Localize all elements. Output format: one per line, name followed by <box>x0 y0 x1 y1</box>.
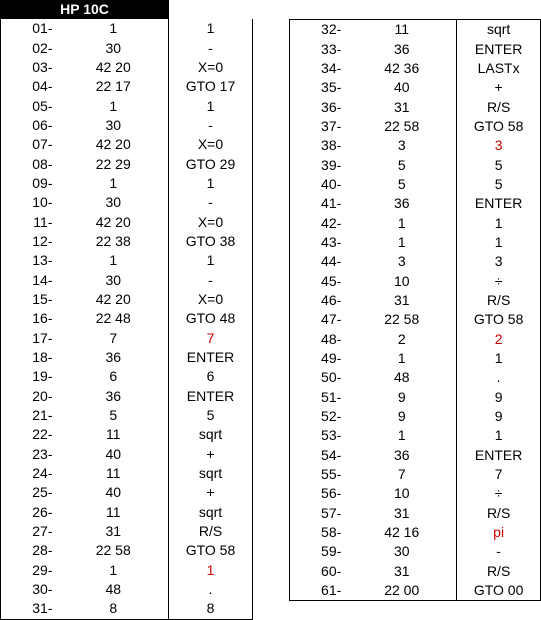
key-code: 7 <box>109 329 118 346</box>
key-name: ÷ <box>457 271 541 290</box>
key-name: R/S <box>457 562 541 581</box>
key-code: 42 20 <box>95 136 131 153</box>
key-name: LASTx <box>457 59 541 78</box>
table-row <box>290 194 541 213</box>
step-number: 25- <box>32 484 53 501</box>
step-number: 44- <box>321 253 342 270</box>
table-row <box>1 309 253 328</box>
key-name: 1 <box>169 251 253 270</box>
key-name: 8 <box>169 599 253 619</box>
key-name: GTO 58 <box>457 310 541 329</box>
key-code: 30 <box>105 116 122 133</box>
step-number: 19- <box>32 368 53 385</box>
step-number: 40- <box>321 175 342 192</box>
table-row <box>290 523 541 542</box>
step-number: 41- <box>321 195 342 212</box>
step-number: 31- <box>32 600 53 617</box>
key-code: 36 <box>393 195 410 212</box>
key-name: X=0 <box>169 135 253 154</box>
step-number: 07- <box>32 136 53 153</box>
key-name: 9 <box>457 407 541 426</box>
table-row <box>290 291 541 310</box>
step-number: 10- <box>32 194 53 211</box>
step-number: 57- <box>321 504 342 521</box>
table-row <box>290 562 541 581</box>
step-number: 09- <box>32 174 53 191</box>
table-row <box>290 59 541 78</box>
step-number: 52- <box>321 408 342 425</box>
step-number: 43- <box>321 233 342 250</box>
table-row <box>1 580 253 599</box>
step-number: 37- <box>321 117 342 134</box>
table-row <box>1 270 253 289</box>
key-code: 30 <box>393 543 410 560</box>
key-code: 5 <box>109 407 118 424</box>
step-number: 13- <box>32 252 53 269</box>
key-name: - <box>169 38 253 57</box>
table-row <box>1 387 253 406</box>
table-row <box>290 233 541 252</box>
key-code: 5 <box>397 175 406 192</box>
key-code: 36 <box>105 349 122 366</box>
step-number: 45- <box>321 272 342 289</box>
key-name: ÷ <box>457 484 541 503</box>
step-number: 29- <box>32 561 53 578</box>
key-name: 9 <box>457 388 541 407</box>
key-code: 31 <box>105 523 122 540</box>
step-number: 60- <box>321 562 342 579</box>
key-code: 1 <box>109 20 118 37</box>
table-row <box>1 174 253 193</box>
key-code: 42 20 <box>95 58 131 75</box>
key-name: 7 <box>457 465 541 484</box>
key-code: 1 <box>109 97 118 114</box>
table-row <box>290 426 541 445</box>
key-code: 11 <box>105 503 121 520</box>
step-number: 61- <box>321 582 342 599</box>
key-code: 30 <box>105 39 122 56</box>
step-number: 06- <box>32 116 53 133</box>
step-number: 14- <box>32 271 53 288</box>
key-name: 1 <box>169 561 253 580</box>
step-number: 54- <box>321 446 342 463</box>
key-code: 22 48 <box>95 310 131 327</box>
key-name: ENTER <box>457 39 541 58</box>
key-name: R/S <box>457 97 541 116</box>
key-code: 3 <box>397 137 406 154</box>
table-row <box>290 465 541 484</box>
step-number: 56- <box>321 485 342 502</box>
step-number: 28- <box>32 542 53 559</box>
table-row <box>1 464 253 483</box>
key-code: 1 <box>397 427 406 444</box>
table-row <box>1 483 253 502</box>
table-row <box>1 212 253 231</box>
table-row <box>290 542 541 561</box>
step-number: 01- <box>32 20 53 37</box>
key-code: 40 <box>393 79 410 96</box>
table-row <box>290 388 541 407</box>
key-code: 40 <box>105 484 122 501</box>
key-name: R/S <box>169 522 253 541</box>
step-number: 49- <box>321 350 342 367</box>
key-code: 7 <box>397 466 406 483</box>
key-code: 48 <box>393 369 410 386</box>
key-name: pi <box>457 523 541 542</box>
step-number: 04- <box>32 78 53 95</box>
table-row <box>1 367 253 386</box>
step-number: 21- <box>32 407 53 424</box>
key-code: 11 <box>105 465 121 482</box>
step-number: 16- <box>32 310 53 327</box>
table-row <box>1 561 253 580</box>
table-row <box>1 58 253 77</box>
key-code: 10 <box>393 272 410 289</box>
key-name: 5 <box>169 406 253 425</box>
step-number: 47- <box>321 311 342 328</box>
key-code: 42 20 <box>95 213 131 230</box>
key-code: 9 <box>397 388 406 405</box>
step-number: 22- <box>32 426 53 443</box>
key-name: sqrt <box>457 20 541 40</box>
key-code: 11 <box>105 426 121 443</box>
key-name: X=0 <box>169 212 253 231</box>
table-row <box>1 116 253 135</box>
table-row <box>290 155 541 174</box>
key-name: R/S <box>457 291 541 310</box>
step-number: 27- <box>32 523 53 540</box>
key-code: 36 <box>393 40 410 57</box>
key-code: 42 20 <box>95 290 131 307</box>
key-name: . <box>457 368 541 387</box>
key-name: 3 <box>457 252 541 271</box>
step-number: 32- <box>321 21 342 38</box>
key-name: GTO 17 <box>169 77 253 96</box>
key-name: GTO 48 <box>169 309 253 328</box>
key-name: 1 <box>169 96 253 115</box>
key-name: - <box>457 542 541 561</box>
table-row <box>1 77 253 96</box>
table-row <box>290 175 541 194</box>
key-name: GTO 29 <box>169 154 253 173</box>
table-row <box>290 252 541 271</box>
step-number: 33- <box>321 40 342 57</box>
table-row <box>1 193 253 212</box>
key-name: - <box>169 116 253 135</box>
table-row <box>290 504 541 523</box>
table-row <box>1 251 253 270</box>
table-row <box>1 135 253 154</box>
table-row <box>1 503 253 522</box>
key-name: . <box>169 580 253 599</box>
key-name: - <box>169 193 253 212</box>
key-code: 11 <box>394 21 410 38</box>
key-code: 31 <box>393 98 410 115</box>
table-row <box>1 290 253 309</box>
step-number: 51- <box>321 388 342 405</box>
key-name: GTO 58 <box>169 541 253 560</box>
table-row <box>290 368 541 387</box>
table-row <box>290 310 541 329</box>
key-name: ENTER <box>457 446 541 465</box>
key-code: 6 <box>109 368 118 385</box>
key-code: 1 <box>109 252 118 269</box>
key-name: 1 <box>457 213 541 232</box>
key-name: 1 <box>169 19 253 38</box>
table-row <box>290 213 541 232</box>
step-number: 02- <box>32 39 53 56</box>
step-number: 39- <box>321 156 342 173</box>
key-code: 31 <box>393 504 410 521</box>
step-number: 46- <box>321 291 342 308</box>
key-code: 48 <box>105 581 122 598</box>
table-row <box>290 349 541 368</box>
step-number: 17- <box>32 329 53 346</box>
table-row <box>1 96 253 115</box>
key-name: ENTER <box>457 194 541 213</box>
key-name: GTO 58 <box>457 117 541 136</box>
key-name: 1 <box>457 233 541 252</box>
step-number: 20- <box>32 387 53 404</box>
key-code: 9 <box>397 408 406 425</box>
key-name: GTO 00 <box>457 581 541 601</box>
step-number: 30- <box>32 581 53 598</box>
table-row <box>290 117 541 136</box>
key-name: 2 <box>457 330 541 349</box>
key-code: 22 00 <box>384 582 420 599</box>
step-number: 18- <box>32 349 53 366</box>
key-code: 22 58 <box>384 117 420 134</box>
key-code: 36 <box>105 387 122 404</box>
key-name: 7 <box>169 329 253 348</box>
key-code: 22 58 <box>95 542 131 559</box>
key-name: R/S <box>457 504 541 523</box>
table-row <box>1 19 253 38</box>
step-number: 59- <box>321 543 342 560</box>
key-code: 22 38 <box>95 232 131 249</box>
key-code: 30 <box>105 271 122 288</box>
program-table-right <box>289 19 541 601</box>
step-number: 50- <box>321 369 342 386</box>
key-code: 36 <box>393 446 410 463</box>
key-code: 1 <box>109 561 118 578</box>
key-code: 1 <box>397 214 406 231</box>
table-row <box>1 522 253 541</box>
key-code: 30 <box>105 194 122 211</box>
key-name: 1 <box>457 426 541 445</box>
table-row <box>1 425 253 444</box>
key-code: 1 <box>397 233 406 250</box>
key-name: + <box>169 445 253 464</box>
step-number: 05- <box>32 97 53 114</box>
table-row <box>290 407 541 426</box>
key-code: 8 <box>109 600 118 617</box>
step-number: 55- <box>321 466 342 483</box>
table-row <box>1 232 253 251</box>
key-code: 1 <box>109 174 118 191</box>
key-name: X=0 <box>169 290 253 309</box>
step-number: 11- <box>33 213 53 230</box>
key-name: 3 <box>457 136 541 155</box>
key-name: X=0 <box>169 58 253 77</box>
step-number: 35- <box>321 79 342 96</box>
key-code: 2 <box>397 330 406 347</box>
table-row <box>1 406 253 425</box>
step-number: 24- <box>32 465 53 482</box>
table-row <box>290 446 541 465</box>
table-row <box>290 97 541 116</box>
page-title: HP 10C <box>0 0 169 19</box>
step-number: 38- <box>321 137 342 154</box>
step-number: 48- <box>321 330 342 347</box>
key-name: 5 <box>457 155 541 174</box>
table-row <box>290 136 541 155</box>
key-code: 40 <box>105 445 122 462</box>
key-name: sqrt <box>169 464 253 483</box>
table-row <box>290 484 541 503</box>
step-number: 36- <box>321 98 342 115</box>
step-number: 15- <box>32 290 53 307</box>
step-number: 26- <box>32 503 53 520</box>
table-row <box>290 39 541 58</box>
table-row <box>290 330 541 349</box>
key-code: 42 36 <box>384 59 420 76</box>
table-row <box>1 541 253 560</box>
key-name: 6 <box>169 367 253 386</box>
key-name: - <box>169 270 253 289</box>
key-code: 10 <box>393 485 410 502</box>
step-number: 34- <box>321 59 342 76</box>
key-code: 22 29 <box>95 155 131 172</box>
key-code: 22 17 <box>95 78 131 95</box>
step-number: 58- <box>321 524 342 541</box>
key-name: 5 <box>457 175 541 194</box>
table-row <box>290 20 541 40</box>
step-number: 42- <box>321 214 342 231</box>
table-row <box>1 445 253 464</box>
step-number: 12- <box>32 232 53 249</box>
key-code: 1 <box>397 350 406 367</box>
table-row <box>1 599 253 619</box>
table-row <box>1 348 253 367</box>
table-row <box>290 581 541 601</box>
table-row <box>1 38 253 57</box>
step-number: 03- <box>32 58 53 75</box>
key-code: 31 <box>393 291 410 308</box>
table-row <box>290 78 541 97</box>
key-name: sqrt <box>169 425 253 444</box>
key-code: 31 <box>393 562 410 579</box>
key-name: 1 <box>169 174 253 193</box>
key-code: 5 <box>397 156 406 173</box>
key-name: ENTER <box>169 387 253 406</box>
key-name: GTO 38 <box>169 232 253 251</box>
key-name: sqrt <box>169 503 253 522</box>
step-number: 08- <box>32 155 53 172</box>
key-name: + <box>457 78 541 97</box>
key-code: 42 16 <box>384 524 420 541</box>
key-name: 1 <box>457 349 541 368</box>
table-row <box>1 154 253 173</box>
table-row <box>1 329 253 348</box>
key-name: ENTER <box>169 348 253 367</box>
key-code: 22 58 <box>384 311 420 328</box>
key-code: 3 <box>397 253 406 270</box>
step-number: 53- <box>321 427 342 444</box>
step-number: 23- <box>32 445 53 462</box>
table-row <box>290 271 541 290</box>
key-name: + <box>169 483 253 502</box>
program-table-left <box>0 19 253 620</box>
